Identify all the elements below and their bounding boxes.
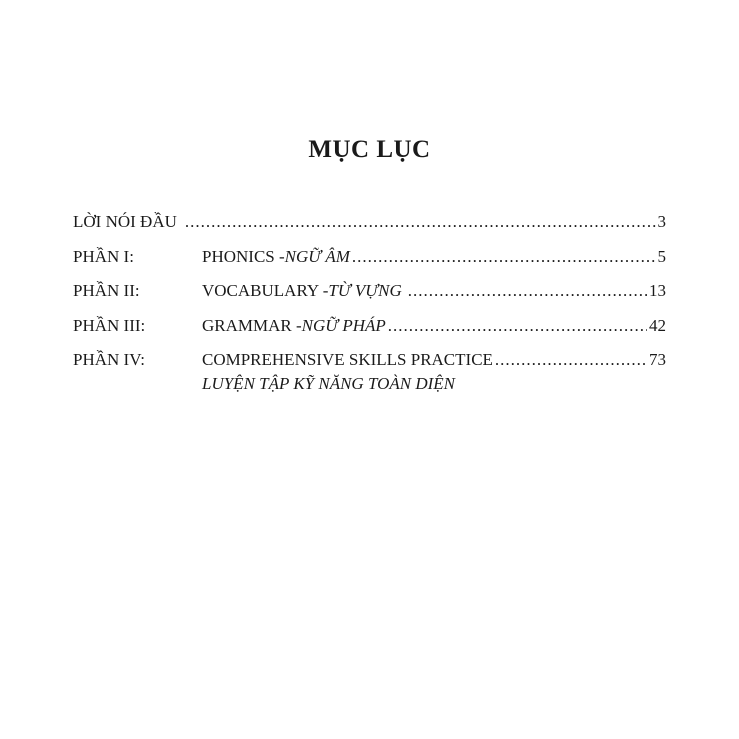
toc-entry-subtitle-vi: LUYỆN TẬP KỸ NĂNG TOÀN DIỆN — [202, 374, 456, 393]
toc-page-number: 13 — [649, 281, 666, 300]
toc-page-number: 73 — [649, 350, 666, 369]
toc-entry-title-vi: TỪ VỰNG — [328, 281, 402, 300]
toc-part-label: PHẦN I: — [73, 246, 134, 266]
toc-row-part-1 — [73, 243, 666, 278]
dot-leader — [408, 277, 647, 305]
toc-row-part-4 — [73, 346, 666, 406]
toc-part-label: PHẦN IV: — [73, 350, 145, 369]
table-of-contents — [73, 208, 666, 406]
dot-leader — [352, 243, 656, 271]
toc-row-part-3 — [73, 312, 666, 347]
toc-entry-title-en: GRAMMAR - — [202, 315, 302, 335]
dot-leader — [185, 208, 656, 236]
toc-entry — [202, 312, 666, 340]
toc-entry-title-vi: NGỮ ÂM — [284, 246, 350, 266]
toc-entry-title-vi: NGỮ PHÁP — [301, 315, 386, 335]
toc-part-label: PHẦN III: — [73, 315, 146, 335]
toc-entry-title: LỜI NÓI ĐẦU — [73, 212, 177, 231]
toc-row-part-2 — [73, 277, 666, 312]
dot-leader — [495, 346, 647, 374]
toc-entry-title-en: PHONICS - — [202, 246, 285, 266]
toc-entry-title-en: COMPREHENSIVE SKILLS PRACTICE — [202, 350, 493, 369]
toc-page-number: 42 — [649, 315, 666, 335]
page-title: MỤC LỤC — [308, 136, 431, 163]
dot-leader — [388, 312, 647, 340]
toc-row-foreword — [73, 208, 666, 243]
toc-entry — [202, 243, 666, 271]
toc-page-number: 5 — [657, 246, 666, 266]
toc-page-number: 3 — [657, 212, 666, 231]
toc-entry — [73, 208, 666, 236]
toc-part-label: PHẦN II: — [73, 281, 140, 300]
toc-entry — [202, 277, 666, 305]
toc-entry-title-en: VOCABULARY - — [202, 281, 329, 300]
